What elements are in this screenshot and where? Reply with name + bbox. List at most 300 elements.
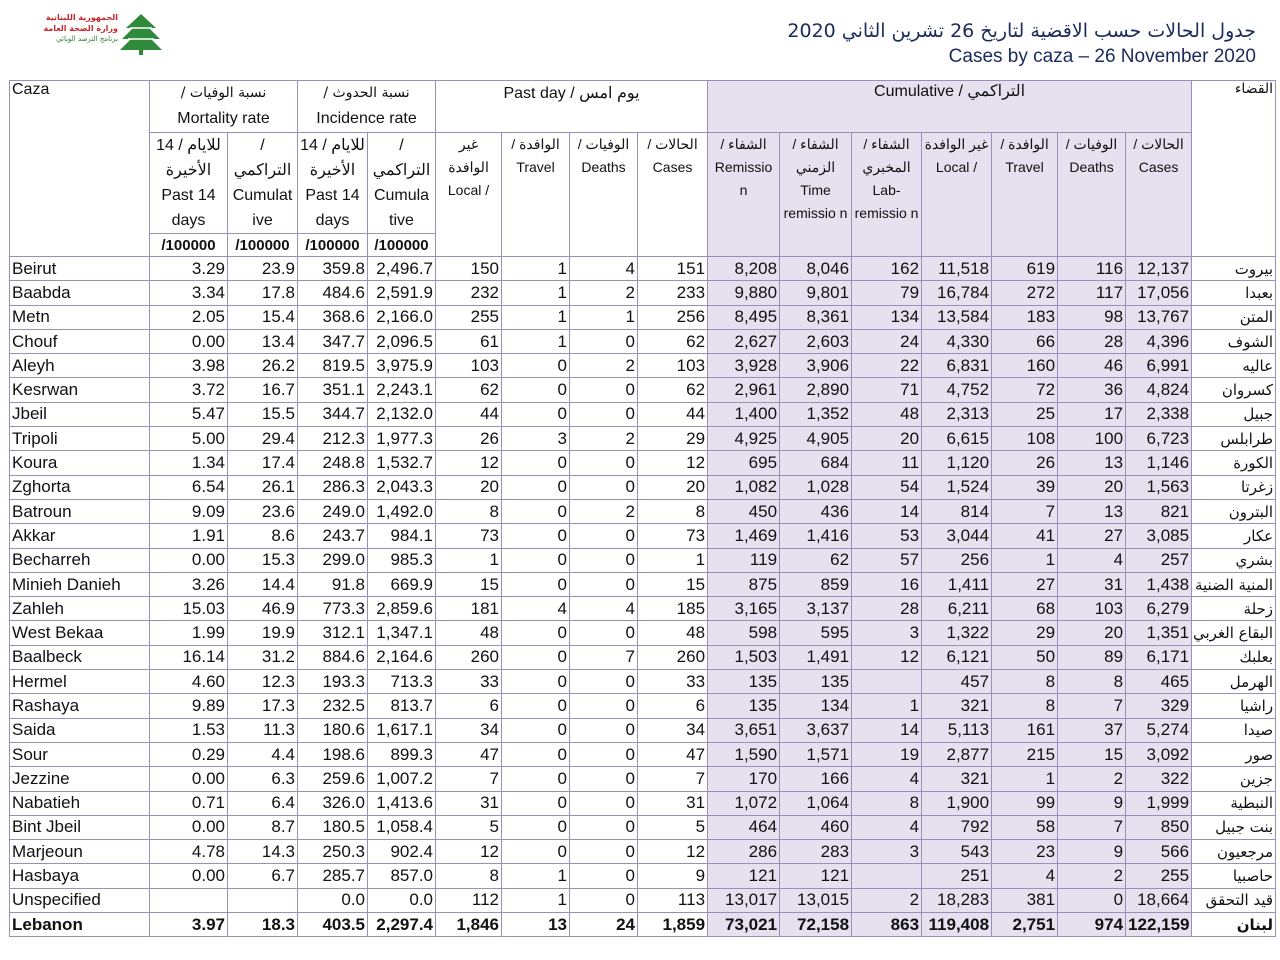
cell-ct: 183: [992, 305, 1058, 329]
cell-ar: بنت جبيل: [1192, 815, 1276, 839]
sub-cumulative-deaths: / الوفيات Deaths: [1058, 133, 1126, 257]
cell-en: Zahleh: [10, 597, 150, 621]
cell-lr: 8: [852, 791, 922, 815]
cell-cl: 1,322: [922, 621, 992, 645]
cell-i14: 91.8: [298, 572, 368, 596]
title-english: Cases by caza – 26 November 2020: [948, 46, 1256, 67]
cell-ar: طرابلس: [1192, 427, 1276, 451]
cell-en: Baabda: [10, 281, 150, 305]
cell-mc: 17.4: [228, 451, 298, 475]
cell-en: Batroun: [10, 499, 150, 523]
cell-tr: 1,416: [780, 524, 852, 548]
cell-i14: 250.3: [298, 840, 368, 864]
header-caza-arabic: القضاء: [1192, 81, 1276, 257]
cell-tr: 3,637: [780, 718, 852, 742]
cell-pl: 62: [436, 378, 502, 402]
cell-lr: 53: [852, 524, 922, 548]
cell-pt: 0: [502, 621, 570, 645]
cell-lr: 4: [852, 815, 922, 839]
cell-cl: 1,411: [922, 572, 992, 596]
cell-en: Saida: [10, 718, 150, 742]
cell-mc: 23.6: [228, 499, 298, 523]
cell-en: West Bekaa: [10, 621, 150, 645]
cell-m14: 3.26: [150, 572, 228, 596]
cell-ct: 215: [992, 742, 1058, 766]
cell-pc: 151: [638, 257, 708, 281]
cell-pc: 113: [638, 888, 708, 912]
cell-pd: 0: [570, 475, 638, 499]
cell-cl: 4,330: [922, 329, 992, 353]
cell-ic: 1,492.0: [368, 499, 436, 523]
cell-mc: 16.7: [228, 378, 298, 402]
cell-i14: 326.0: [298, 791, 368, 815]
table-row: [10, 791, 1276, 815]
page-header: [0, 0, 1280, 80]
cell-m14: 15.03: [150, 597, 228, 621]
cell-tr: 72,158: [780, 913, 852, 937]
cell-mc: 14.3: [228, 840, 298, 864]
table-row: [10, 888, 1276, 912]
cell-ct: 39: [992, 475, 1058, 499]
sub-incidence-past14: 14 للايام / الأخيرة Past 14 days: [298, 133, 368, 234]
cell-ic: 2,297.4: [368, 913, 436, 937]
cell-pd: 0: [570, 888, 638, 912]
cell-ct: 272: [992, 281, 1058, 305]
sub-pastday-local: غير الوافدة Local /: [436, 133, 502, 257]
cell-tr: 1,352: [780, 402, 852, 426]
cell-m14: 3.72: [150, 378, 228, 402]
cell-cc: 2,338: [1126, 402, 1192, 426]
cell-ic: 857.0: [368, 864, 436, 888]
sub-cumulative-travel: / الوافدة Travel: [992, 133, 1058, 257]
cell-mc: 15.3: [228, 548, 298, 572]
cell-ar: راشيا: [1192, 694, 1276, 718]
cell-cd: 100: [1058, 427, 1126, 451]
cell-cc: 1,563: [1126, 475, 1192, 499]
cell-ct: 27: [992, 572, 1058, 596]
sub-pastday-travel: / الوافدة Travel: [502, 133, 570, 257]
cell-cd: 17: [1058, 402, 1126, 426]
cell-pt: 0: [502, 767, 570, 791]
cell-cl: 5,113: [922, 718, 992, 742]
cell-ct: 68: [992, 597, 1058, 621]
cell-ct: 8: [992, 670, 1058, 694]
cell-cc: 1,146: [1126, 451, 1192, 475]
cell-cd: 37: [1058, 718, 1126, 742]
cell-cc: 17,056: [1126, 281, 1192, 305]
cell-mc: 8.7: [228, 815, 298, 839]
cell-cd: 13: [1058, 451, 1126, 475]
cell-pc: 5: [638, 815, 708, 839]
cell-ar: قيد التحقق: [1192, 888, 1276, 912]
logo-line-2: وزارة الصحة العامة: [43, 24, 118, 33]
cell-pt: 1: [502, 305, 570, 329]
cell-pt: 0: [502, 791, 570, 815]
cell-cl: 543: [922, 840, 992, 864]
cell-rem: 170: [708, 767, 780, 791]
cell-pd: 4: [570, 597, 638, 621]
cell-en: Jezzine: [10, 767, 150, 791]
cell-lr: 20: [852, 427, 922, 451]
cell-lr: 134: [852, 305, 922, 329]
cell-lr: 79: [852, 281, 922, 305]
cell-pc: 1: [638, 548, 708, 572]
cell-pd: 0: [570, 548, 638, 572]
cell-cc: 1,438: [1126, 572, 1192, 596]
cell-pc: 185: [638, 597, 708, 621]
cell-ct: 25: [992, 402, 1058, 426]
cell-cl: 3,044: [922, 524, 992, 548]
cell-cl: 6,211: [922, 597, 992, 621]
cell-en: Kesrwan: [10, 378, 150, 402]
cell-m14: 0.00: [150, 329, 228, 353]
cell-rem: 9,880: [708, 281, 780, 305]
cell-cc: 465: [1126, 670, 1192, 694]
cell-lr: 12: [852, 645, 922, 669]
cell-i14: 773.3: [298, 597, 368, 621]
cell-ic: 1,058.4: [368, 815, 436, 839]
cell-en: Hasbaya: [10, 864, 150, 888]
cell-ct: 23: [992, 840, 1058, 864]
cell-ar: الهرمل: [1192, 670, 1276, 694]
cell-tr: 595: [780, 621, 852, 645]
cell-pl: 73: [436, 524, 502, 548]
cell-cl: 321: [922, 767, 992, 791]
cell-m14: 9.09: [150, 499, 228, 523]
cell-tr: 436: [780, 499, 852, 523]
cell-en: Hermel: [10, 670, 150, 694]
cell-mc: 26.1: [228, 475, 298, 499]
cell-cd: 103: [1058, 597, 1126, 621]
cell-i14: 403.5: [298, 913, 368, 937]
cell-ct: 161: [992, 718, 1058, 742]
cell-en: Rashaya: [10, 694, 150, 718]
cell-pc: 34: [638, 718, 708, 742]
cell-pd: 0: [570, 840, 638, 864]
cell-en: Zghorta: [10, 475, 150, 499]
cell-pt: 0: [502, 815, 570, 839]
cell-pt: 0: [502, 718, 570, 742]
cell-pd: 0: [570, 767, 638, 791]
cell-pl: 1: [436, 548, 502, 572]
cell-mc: [228, 888, 298, 912]
cell-cc: 1,351: [1126, 621, 1192, 645]
cell-en: Marjeoun: [10, 840, 150, 864]
cell-pc: 29: [638, 427, 708, 451]
cell-ic: 713.3: [368, 670, 436, 694]
cell-m14: [150, 888, 228, 912]
sub-cumulative-remission: / الشفاء Remissio n: [708, 133, 780, 257]
cell-pc: 73: [638, 524, 708, 548]
cell-pt: 1: [502, 281, 570, 305]
cell-cc: 255: [1126, 864, 1192, 888]
cell-cl: 1,524: [922, 475, 992, 499]
sub-mortality-cumulative: / التراكمي Cumulat ive: [228, 133, 298, 234]
cell-i14: 198.6: [298, 742, 368, 766]
cell-en: Unspecified: [10, 888, 150, 912]
cell-tr: 3,137: [780, 597, 852, 621]
total-row: [10, 913, 1276, 937]
cell-ct: 99: [992, 791, 1058, 815]
cell-en: Lebanon: [10, 913, 150, 937]
cell-pc: 20: [638, 475, 708, 499]
table-row: [10, 329, 1276, 353]
cases-table: [9, 80, 1276, 937]
table-row: [10, 257, 1276, 281]
cell-mc: 6.4: [228, 791, 298, 815]
cell-lr: 4: [852, 767, 922, 791]
cell-ic: 1,413.6: [368, 791, 436, 815]
cell-m14: 3.34: [150, 281, 228, 305]
cell-cd: 9: [1058, 840, 1126, 864]
cell-pl: 7: [436, 767, 502, 791]
cell-cd: 117: [1058, 281, 1126, 305]
cell-cc: 13,767: [1126, 305, 1192, 329]
cell-rem: 3,651: [708, 718, 780, 742]
cell-cd: 2: [1058, 767, 1126, 791]
cell-ar: البترون: [1192, 499, 1276, 523]
cell-pc: 256: [638, 305, 708, 329]
cell-pc: 44: [638, 402, 708, 426]
table-row: [10, 767, 1276, 791]
cell-i14: 232.5: [298, 694, 368, 718]
cell-pl: 15: [436, 572, 502, 596]
cell-i14: 248.8: [298, 451, 368, 475]
cell-i14: 0.0: [298, 888, 368, 912]
cell-cd: 4: [1058, 548, 1126, 572]
cell-cd: 7: [1058, 694, 1126, 718]
cell-pl: 48: [436, 621, 502, 645]
cell-lr: 3: [852, 840, 922, 864]
cell-pd: 2: [570, 281, 638, 305]
cell-pl: 47: [436, 742, 502, 766]
cell-ic: 2,591.9: [368, 281, 436, 305]
cell-pd: 0: [570, 718, 638, 742]
cell-pd: 0: [570, 402, 638, 426]
cell-cc: 12,137: [1126, 257, 1192, 281]
cell-rem: 73,021: [708, 913, 780, 937]
cell-cc: 6,723: [1126, 427, 1192, 451]
cell-cd: 2: [1058, 864, 1126, 888]
header-past-day: Past day / يوم امس: [436, 81, 708, 133]
cell-ct: 1: [992, 548, 1058, 572]
cell-ar: زحلة: [1192, 597, 1276, 621]
cell-mc: 31.2: [228, 645, 298, 669]
cell-ic: 813.7: [368, 694, 436, 718]
cell-tr: 1,064: [780, 791, 852, 815]
table-row: [10, 840, 1276, 864]
cell-lr: 48: [852, 402, 922, 426]
cell-pc: 12: [638, 451, 708, 475]
cell-lr: 54: [852, 475, 922, 499]
cell-cc: 1,999: [1126, 791, 1192, 815]
cell-ic: 899.3: [368, 742, 436, 766]
cell-mc: 18.3: [228, 913, 298, 937]
cell-lr: 162: [852, 257, 922, 281]
cell-lr: 71: [852, 378, 922, 402]
cell-pd: 0: [570, 329, 638, 353]
cell-lr: 14: [852, 499, 922, 523]
cell-ic: 1,617.1: [368, 718, 436, 742]
cell-lr: 863: [852, 913, 922, 937]
cell-ic: 2,859.6: [368, 597, 436, 621]
cell-m14: 3.29: [150, 257, 228, 281]
cell-lr: 16: [852, 572, 922, 596]
cell-pt: 1: [502, 888, 570, 912]
cell-ic: 985.3: [368, 548, 436, 572]
table-row: [10, 499, 1276, 523]
cell-pl: 150: [436, 257, 502, 281]
cell-m14: 1.34: [150, 451, 228, 475]
cell-m14: 3.97: [150, 913, 228, 937]
table-row: [10, 742, 1276, 766]
cell-pl: 44: [436, 402, 502, 426]
cell-cc: 322: [1126, 767, 1192, 791]
cell-cc: 6,171: [1126, 645, 1192, 669]
cell-rem: 119: [708, 548, 780, 572]
cell-lr: 24: [852, 329, 922, 353]
sub-cumulative-lab-remission: الشفاء / المخبري Lab- remissio n: [852, 133, 922, 257]
cell-ar: بعلبك: [1192, 645, 1276, 669]
cell-i14: 351.1: [298, 378, 368, 402]
cell-cc: 4,824: [1126, 378, 1192, 402]
cell-pd: 7: [570, 645, 638, 669]
cell-en: Nabatieh: [10, 791, 150, 815]
cell-ar: المتن: [1192, 305, 1276, 329]
cell-lr: 1: [852, 694, 922, 718]
title-arabic: جدول الحالات حسب الاقضية لتاريخ 26 تشرين الثاني 2020: [787, 20, 1256, 42]
cell-pd: 2: [570, 427, 638, 451]
table-row: [10, 451, 1276, 475]
cell-mc: 15.4: [228, 305, 298, 329]
cell-pd: 0: [570, 451, 638, 475]
cell-pt: 1: [502, 864, 570, 888]
cell-ct: 50: [992, 645, 1058, 669]
cell-i14: 243.7: [298, 524, 368, 548]
unit-per-100k: /100000: [368, 234, 436, 257]
cell-cd: 20: [1058, 621, 1126, 645]
cell-m14: 0.00: [150, 864, 228, 888]
cell-pt: 0: [502, 354, 570, 378]
cell-lr: [852, 670, 922, 694]
cell-m14: 9.89: [150, 694, 228, 718]
sub-cumulative-cases: / الحالات Cases: [1126, 133, 1192, 257]
cell-rem: 3,165: [708, 597, 780, 621]
cell-ic: 2,164.6: [368, 645, 436, 669]
cell-ct: 1: [992, 767, 1058, 791]
cell-mc: 17.8: [228, 281, 298, 305]
cell-pl: 26: [436, 427, 502, 451]
cell-tr: 9,801: [780, 281, 852, 305]
cell-i14: 884.6: [298, 645, 368, 669]
table-row: [10, 281, 1276, 305]
cell-mc: 13.4: [228, 329, 298, 353]
cell-cl: 457: [922, 670, 992, 694]
cell-ar: صيدا: [1192, 718, 1276, 742]
cell-lr: 22: [852, 354, 922, 378]
cell-pc: 12: [638, 840, 708, 864]
cell-ar: النبطية: [1192, 791, 1276, 815]
cell-cc: 122,159: [1126, 913, 1192, 937]
cell-i14: 347.7: [298, 329, 368, 353]
cell-pt: 0: [502, 402, 570, 426]
cell-tr: 1,571: [780, 742, 852, 766]
cell-rem: 875: [708, 572, 780, 596]
cell-en: Koura: [10, 451, 150, 475]
cell-pt: 0: [502, 475, 570, 499]
sub-mortality-past14: 14 للايام / الأخيرة Past 14 days: [150, 133, 228, 234]
cell-ct: 2,751: [992, 913, 1058, 937]
cell-ar: بيروت: [1192, 257, 1276, 281]
cell-cc: 18,664: [1126, 888, 1192, 912]
cell-rem: 450: [708, 499, 780, 523]
cell-mc: 6.3: [228, 767, 298, 791]
cell-pl: 5: [436, 815, 502, 839]
cell-pt: 0: [502, 840, 570, 864]
table-body: [10, 257, 1276, 937]
cell-cc: 3,085: [1126, 524, 1192, 548]
cell-pc: 8: [638, 499, 708, 523]
cell-pc: 48: [638, 621, 708, 645]
table-row: [10, 354, 1276, 378]
cell-pd: 2: [570, 354, 638, 378]
cell-cd: 36: [1058, 378, 1126, 402]
table-row: [10, 670, 1276, 694]
cell-cd: 89: [1058, 645, 1126, 669]
cell-m14: 0.00: [150, 548, 228, 572]
cell-cc: 3,092: [1126, 742, 1192, 766]
cell-tr: 166: [780, 767, 852, 791]
cell-pd: 0: [570, 791, 638, 815]
unit-per-100k: /100000: [150, 234, 228, 257]
cell-i14: 344.7: [298, 402, 368, 426]
cell-ar: الشوف: [1192, 329, 1276, 353]
cell-pt: 0: [502, 524, 570, 548]
cell-mc: 23.9: [228, 257, 298, 281]
cell-pc: 233: [638, 281, 708, 305]
cell-ar: بعبدا: [1192, 281, 1276, 305]
cell-cl: 13,584: [922, 305, 992, 329]
cell-ct: 160: [992, 354, 1058, 378]
cell-pt: 0: [502, 548, 570, 572]
cell-pl: 33: [436, 670, 502, 694]
cell-ct: 26: [992, 451, 1058, 475]
cell-tr: 134: [780, 694, 852, 718]
cell-pt: 3: [502, 427, 570, 451]
cell-rem: 121: [708, 864, 780, 888]
cell-rem: 13,017: [708, 888, 780, 912]
cell-cd: 27: [1058, 524, 1126, 548]
cell-lr: 28: [852, 597, 922, 621]
cell-lr: 3: [852, 621, 922, 645]
cell-cl: 16,784: [922, 281, 992, 305]
cell-m14: 1.91: [150, 524, 228, 548]
cell-mc: 8.6: [228, 524, 298, 548]
cell-pc: 62: [638, 329, 708, 353]
cell-mc: 6.7: [228, 864, 298, 888]
cell-i14: 193.3: [298, 670, 368, 694]
cell-tr: 135: [780, 670, 852, 694]
cell-cd: 116: [1058, 257, 1126, 281]
cell-cl: 792: [922, 815, 992, 839]
cell-en: Jbeil: [10, 402, 150, 426]
cell-en: Becharreh: [10, 548, 150, 572]
cell-ic: 2,166.0: [368, 305, 436, 329]
cell-pd: 0: [570, 815, 638, 839]
cell-cc: 329: [1126, 694, 1192, 718]
table-row: [10, 548, 1276, 572]
cell-cl: 18,283: [922, 888, 992, 912]
